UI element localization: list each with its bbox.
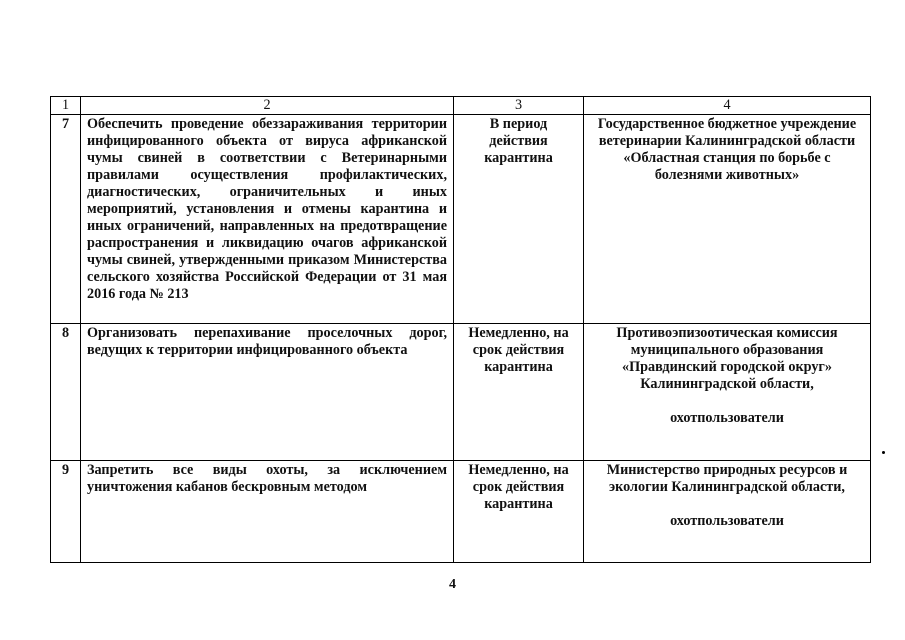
measure-text: Организовать перепахивание проселочных дорог, ведущих к территории инфицированного объекта [81, 324, 454, 461]
header-col-4: 4 [584, 97, 871, 115]
table-header-row [51, 97, 871, 115]
table-row [51, 324, 871, 461]
term-line: срок действия [472, 342, 565, 358]
responsible-party: Государственное бюджетное учреждение ветеринарии Калининградской области «Областная станция по борьбе с болезнями животных» [597, 116, 857, 183]
blank-line [588, 496, 866, 513]
responsible-cell [584, 324, 871, 461]
table-row [51, 461, 871, 563]
term-line: Немедленно, на [468, 462, 569, 478]
row-number: 8 [51, 324, 81, 461]
row-number: 7 [51, 115, 81, 324]
header-col-2: 2 [81, 97, 454, 115]
term-cell [454, 324, 584, 461]
term-line: Немедленно, на [468, 325, 569, 341]
responsible-party: Министерство природных ресурсов и экологии Калининградской области, [606, 462, 848, 495]
term-cell [454, 115, 584, 324]
term-line: карантина [484, 150, 553, 166]
term-line: В период [489, 116, 548, 132]
header-col-3: 3 [454, 97, 584, 115]
term-line: срок действия [472, 479, 565, 495]
term-cell [454, 461, 584, 563]
responsible-cell [584, 461, 871, 563]
table-row [51, 115, 871, 324]
page-number: 4 [449, 577, 456, 592]
responsible-party: охотпользователи [670, 410, 784, 426]
term-line: карантина [484, 496, 553, 512]
responsible-party: Противоэпизоотическая комиссия муниципального образования «Правдинский городской округ» Калининградской области, [616, 325, 838, 392]
responsible-party: охотпользователи [670, 513, 784, 529]
margin-dot-mark [882, 451, 885, 454]
term-line: действия [489, 133, 548, 149]
blank-line [588, 393, 866, 410]
term-line: карантина [484, 359, 553, 375]
measure-text: Обеспечить проведение обеззараживания территории инфицированного объекта от вируса африканской чумы свиней в соответствии с Ветеринарными правилами осуществления профилактических, диагностических, ограничительных и иных мероприятий, установления и отмены карантина и иных ограничений, направленных на предотвращение распространения и ликвидацию очагов африканской чумы свиней, утвержденными приказом Министерства сельского хозяйства Российской Федерации от 31 мая 2016 года № 213 [81, 115, 454, 324]
measure-text: Запретить все виды охоты, за исключением уничтожения кабанов бескровным методом [81, 461, 454, 563]
measures-table [50, 96, 871, 563]
header-col-1: 1 [51, 97, 81, 115]
responsible-cell [584, 115, 871, 324]
row-number: 9 [51, 461, 81, 563]
